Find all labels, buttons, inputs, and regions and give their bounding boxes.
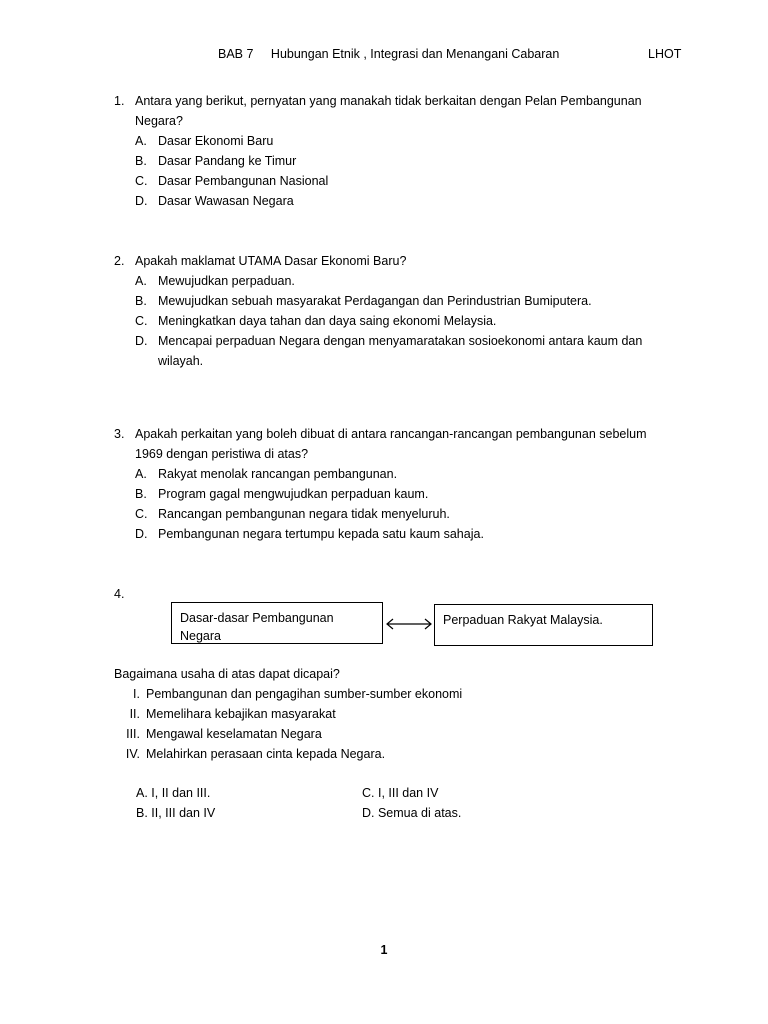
roman-numeral: II. — [129, 707, 140, 721]
answer-b: B. II, III dan IV — [136, 806, 216, 820]
option-letter: C. — [135, 314, 148, 328]
page-number: 1 — [380, 943, 388, 957]
option-letter: A. — [135, 274, 147, 288]
option-letter: B. — [135, 294, 147, 308]
option-letter: C. — [135, 174, 148, 188]
option-a — [135, 131, 674, 151]
roman-text: Memelihara kebajikan masyarakat — [146, 707, 336, 721]
chapter-label: BAB 7 — [218, 47, 254, 61]
option-letter: D. — [135, 527, 148, 541]
answer-c: C. I, III dan IV — [362, 786, 439, 800]
roman-numeral: III. — [126, 727, 140, 741]
option-letter: B. — [135, 154, 147, 168]
question-stem: Antara yang berikut, pernyatan yang manakah tidak berkaitan dengan Pelan Pembangunan Negara? — [135, 94, 642, 128]
option-letter: D. — [135, 194, 148, 208]
option-text: Pembangunan negara tertumpu kepada satu kaum sahaja. — [158, 527, 484, 541]
option-d — [135, 524, 674, 544]
header-tag: LHOT — [648, 47, 682, 61]
option-text: Rancangan pembangunan negara tidak menyeluruh. — [158, 507, 450, 521]
roman-text: Melahirkan perasaan cinta kepada Negara. — [146, 747, 386, 761]
question-3 — [114, 424, 674, 544]
option-letter: A. — [135, 134, 147, 148]
policy-box: Dasar-dasar Pembangunan Negara — [171, 602, 383, 644]
option-text: Dasar Pandang ke Timur — [158, 154, 297, 168]
question-number: 2. — [114, 254, 125, 268]
option-c — [135, 311, 674, 331]
double-arrow-icon — [384, 616, 434, 632]
option-text: Mencapai perpaduan Negara dengan menyamaratakan sosioekonomi antara kaum dan wilayah. — [158, 334, 643, 368]
option-letter: D. — [135, 334, 148, 348]
question-number: 3. — [114, 427, 125, 441]
chapter-title: Hubungan Etnik , Integrasi dan Menangani Cabaran — [270, 47, 560, 61]
option-b — [135, 484, 674, 504]
question-number: 1. — [114, 94, 125, 108]
question-4-number: 4. — [114, 587, 125, 601]
question-4-stem: Bagaimana usaha di atas dapat dicapai? — [114, 667, 340, 681]
option-letter: B. — [135, 487, 147, 501]
option-letter: C. — [135, 507, 148, 521]
option-text: Dasar Wawasan Negara — [158, 194, 294, 208]
option-letter: A. — [135, 467, 147, 481]
page-header — [218, 47, 559, 61]
question-4-block — [114, 664, 462, 764]
roman-item-3 — [114, 724, 462, 744]
roman-numeral: I. — [133, 687, 140, 701]
roman-numeral: IV. — [125, 747, 140, 761]
roman-item-1 — [114, 684, 462, 704]
option-d — [135, 191, 674, 211]
option-c — [135, 171, 674, 191]
roman-text: Mengawal keselamatan Negara — [146, 727, 322, 741]
answer-a: A. I, II dan III. — [136, 786, 211, 800]
option-b — [135, 291, 674, 311]
option-text: Meningkatkan daya tahan dan daya saing ekonomi Melaysia. — [158, 314, 497, 328]
option-b — [135, 151, 674, 171]
option-text: Rakyat menolak rancangan pembangunan. — [158, 467, 398, 481]
question-2 — [114, 251, 674, 371]
option-text: Mewujudkan perpaduan. — [158, 274, 295, 288]
option-text: Dasar Pembangunan Nasional — [158, 174, 329, 188]
option-text: Program gagal mengwujudkan perpaduan kaum. — [158, 487, 429, 501]
option-text: Dasar Ekonomi Baru — [158, 134, 274, 148]
option-c — [135, 504, 674, 524]
question-stem: Apakah perkaitan yang boleh dibuat di antara rancangan-rancangan pembangunan sebelum 1969 dengan peristiwa di atas? — [135, 427, 647, 461]
option-d — [135, 331, 674, 371]
option-a — [135, 271, 674, 291]
question-1 — [114, 91, 674, 211]
option-text: Mewujudkan sebuah masyarakat Perdagangan dan Perindustrian Bumiputera. — [158, 294, 592, 308]
roman-item-2 — [114, 704, 462, 724]
roman-item-4 — [114, 744, 462, 764]
question-stem: Apakah maklamat UTAMA Dasar Ekonomi Baru? — [135, 254, 407, 268]
unity-box: Perpaduan Rakyat Malaysia. — [434, 604, 653, 646]
option-a — [135, 464, 674, 484]
answer-d: D. Semua di atas. — [362, 806, 462, 820]
roman-text: Pembangunan dan pengagihan sumber-sumber ekonomi — [146, 687, 463, 701]
